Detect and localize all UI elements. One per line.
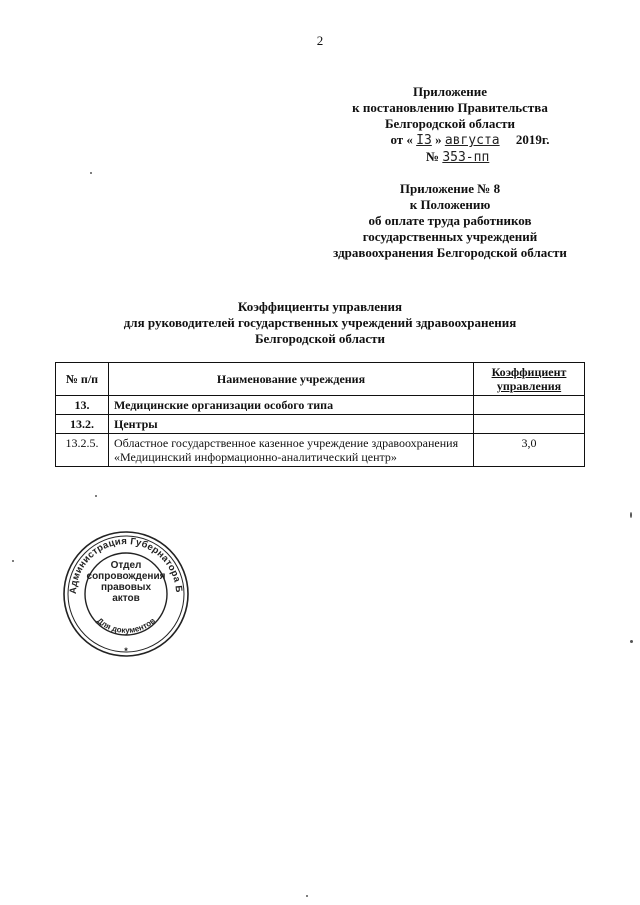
header-num: № п/п bbox=[56, 363, 109, 396]
appendix-resolution: к постановлению Правительства bbox=[352, 100, 548, 115]
official-stamp bbox=[62, 530, 190, 658]
appendix-number bbox=[300, 149, 600, 166]
date-month: августа bbox=[444, 133, 500, 148]
row-name: Центры bbox=[109, 415, 474, 434]
header-name: Наименование учреждения bbox=[109, 363, 474, 396]
appendix-8-line2: к Положению bbox=[409, 197, 491, 212]
table-header-row bbox=[56, 363, 585, 396]
appendix-title: Приложение bbox=[412, 84, 488, 99]
appendix-8-block bbox=[300, 181, 600, 261]
stamp-ring-top: Администрация Губернатора Б bbox=[67, 535, 185, 595]
appendix-top-block bbox=[300, 84, 600, 166]
stamp-center bbox=[84, 560, 168, 604]
row-num: 13. bbox=[56, 396, 109, 415]
table-row bbox=[56, 415, 585, 434]
appendix-8-title: Приложение № 8 bbox=[399, 181, 501, 196]
stamp-center-line2: сопровождения bbox=[86, 571, 166, 582]
stamp-center-line3: правовых bbox=[100, 582, 152, 593]
scan-speck bbox=[306, 895, 308, 897]
scan-speck bbox=[90, 172, 92, 174]
row-coef bbox=[474, 415, 585, 434]
appendix-region: Белгородской области bbox=[384, 116, 516, 131]
stamp-center-line4: актов bbox=[112, 593, 140, 604]
stamp-star: * bbox=[124, 646, 128, 656]
table-row bbox=[56, 434, 585, 467]
stamp-center-line1: Отдел bbox=[110, 560, 142, 571]
row-num: 13.2.5. bbox=[56, 434, 109, 467]
appendix-date bbox=[300, 132, 600, 149]
svg-text:Для документов bbox=[95, 616, 157, 635]
scan-speck bbox=[630, 640, 633, 643]
title-line2: для руководителей государственных учреждений здравоохранения bbox=[123, 315, 517, 330]
appendix-8-line5: здравоохранения Белгородской области bbox=[333, 245, 567, 260]
number-value: 353-пп bbox=[442, 150, 490, 165]
stamp-ring-bottom: Для документов bbox=[95, 616, 157, 635]
header-coef: Коэффициент управления bbox=[474, 363, 585, 396]
table-row bbox=[56, 396, 585, 415]
scan-speck bbox=[630, 512, 632, 518]
coefficients-table bbox=[55, 362, 585, 467]
date-prefix: от « bbox=[390, 132, 413, 147]
document-title bbox=[0, 299, 640, 347]
scan-speck bbox=[95, 495, 97, 497]
row-name: Областное государственное казенное учреждение здравоохранения «Медицинский информационно-аналитический центр» bbox=[109, 434, 474, 467]
scan-speck bbox=[12, 560, 14, 562]
row-name: Медицинские организации особого типа bbox=[109, 396, 474, 415]
date-mid: » bbox=[435, 132, 442, 147]
row-num: 13.2. bbox=[56, 415, 109, 434]
row-coef bbox=[474, 396, 585, 415]
date-year: 2019г. bbox=[515, 132, 550, 147]
appendix-8-line4: государственных учреждений bbox=[362, 229, 538, 244]
title-line3: Белгородской области bbox=[254, 331, 386, 346]
title-line1: Коэффициенты управления bbox=[237, 299, 403, 314]
row-coef: 3,0 bbox=[474, 434, 585, 467]
date-day: I3 bbox=[416, 133, 432, 148]
number-prefix: № bbox=[426, 149, 440, 164]
appendix-8-line3: об оплате труда работников bbox=[368, 213, 532, 228]
page-number: 2 bbox=[316, 33, 324, 48]
